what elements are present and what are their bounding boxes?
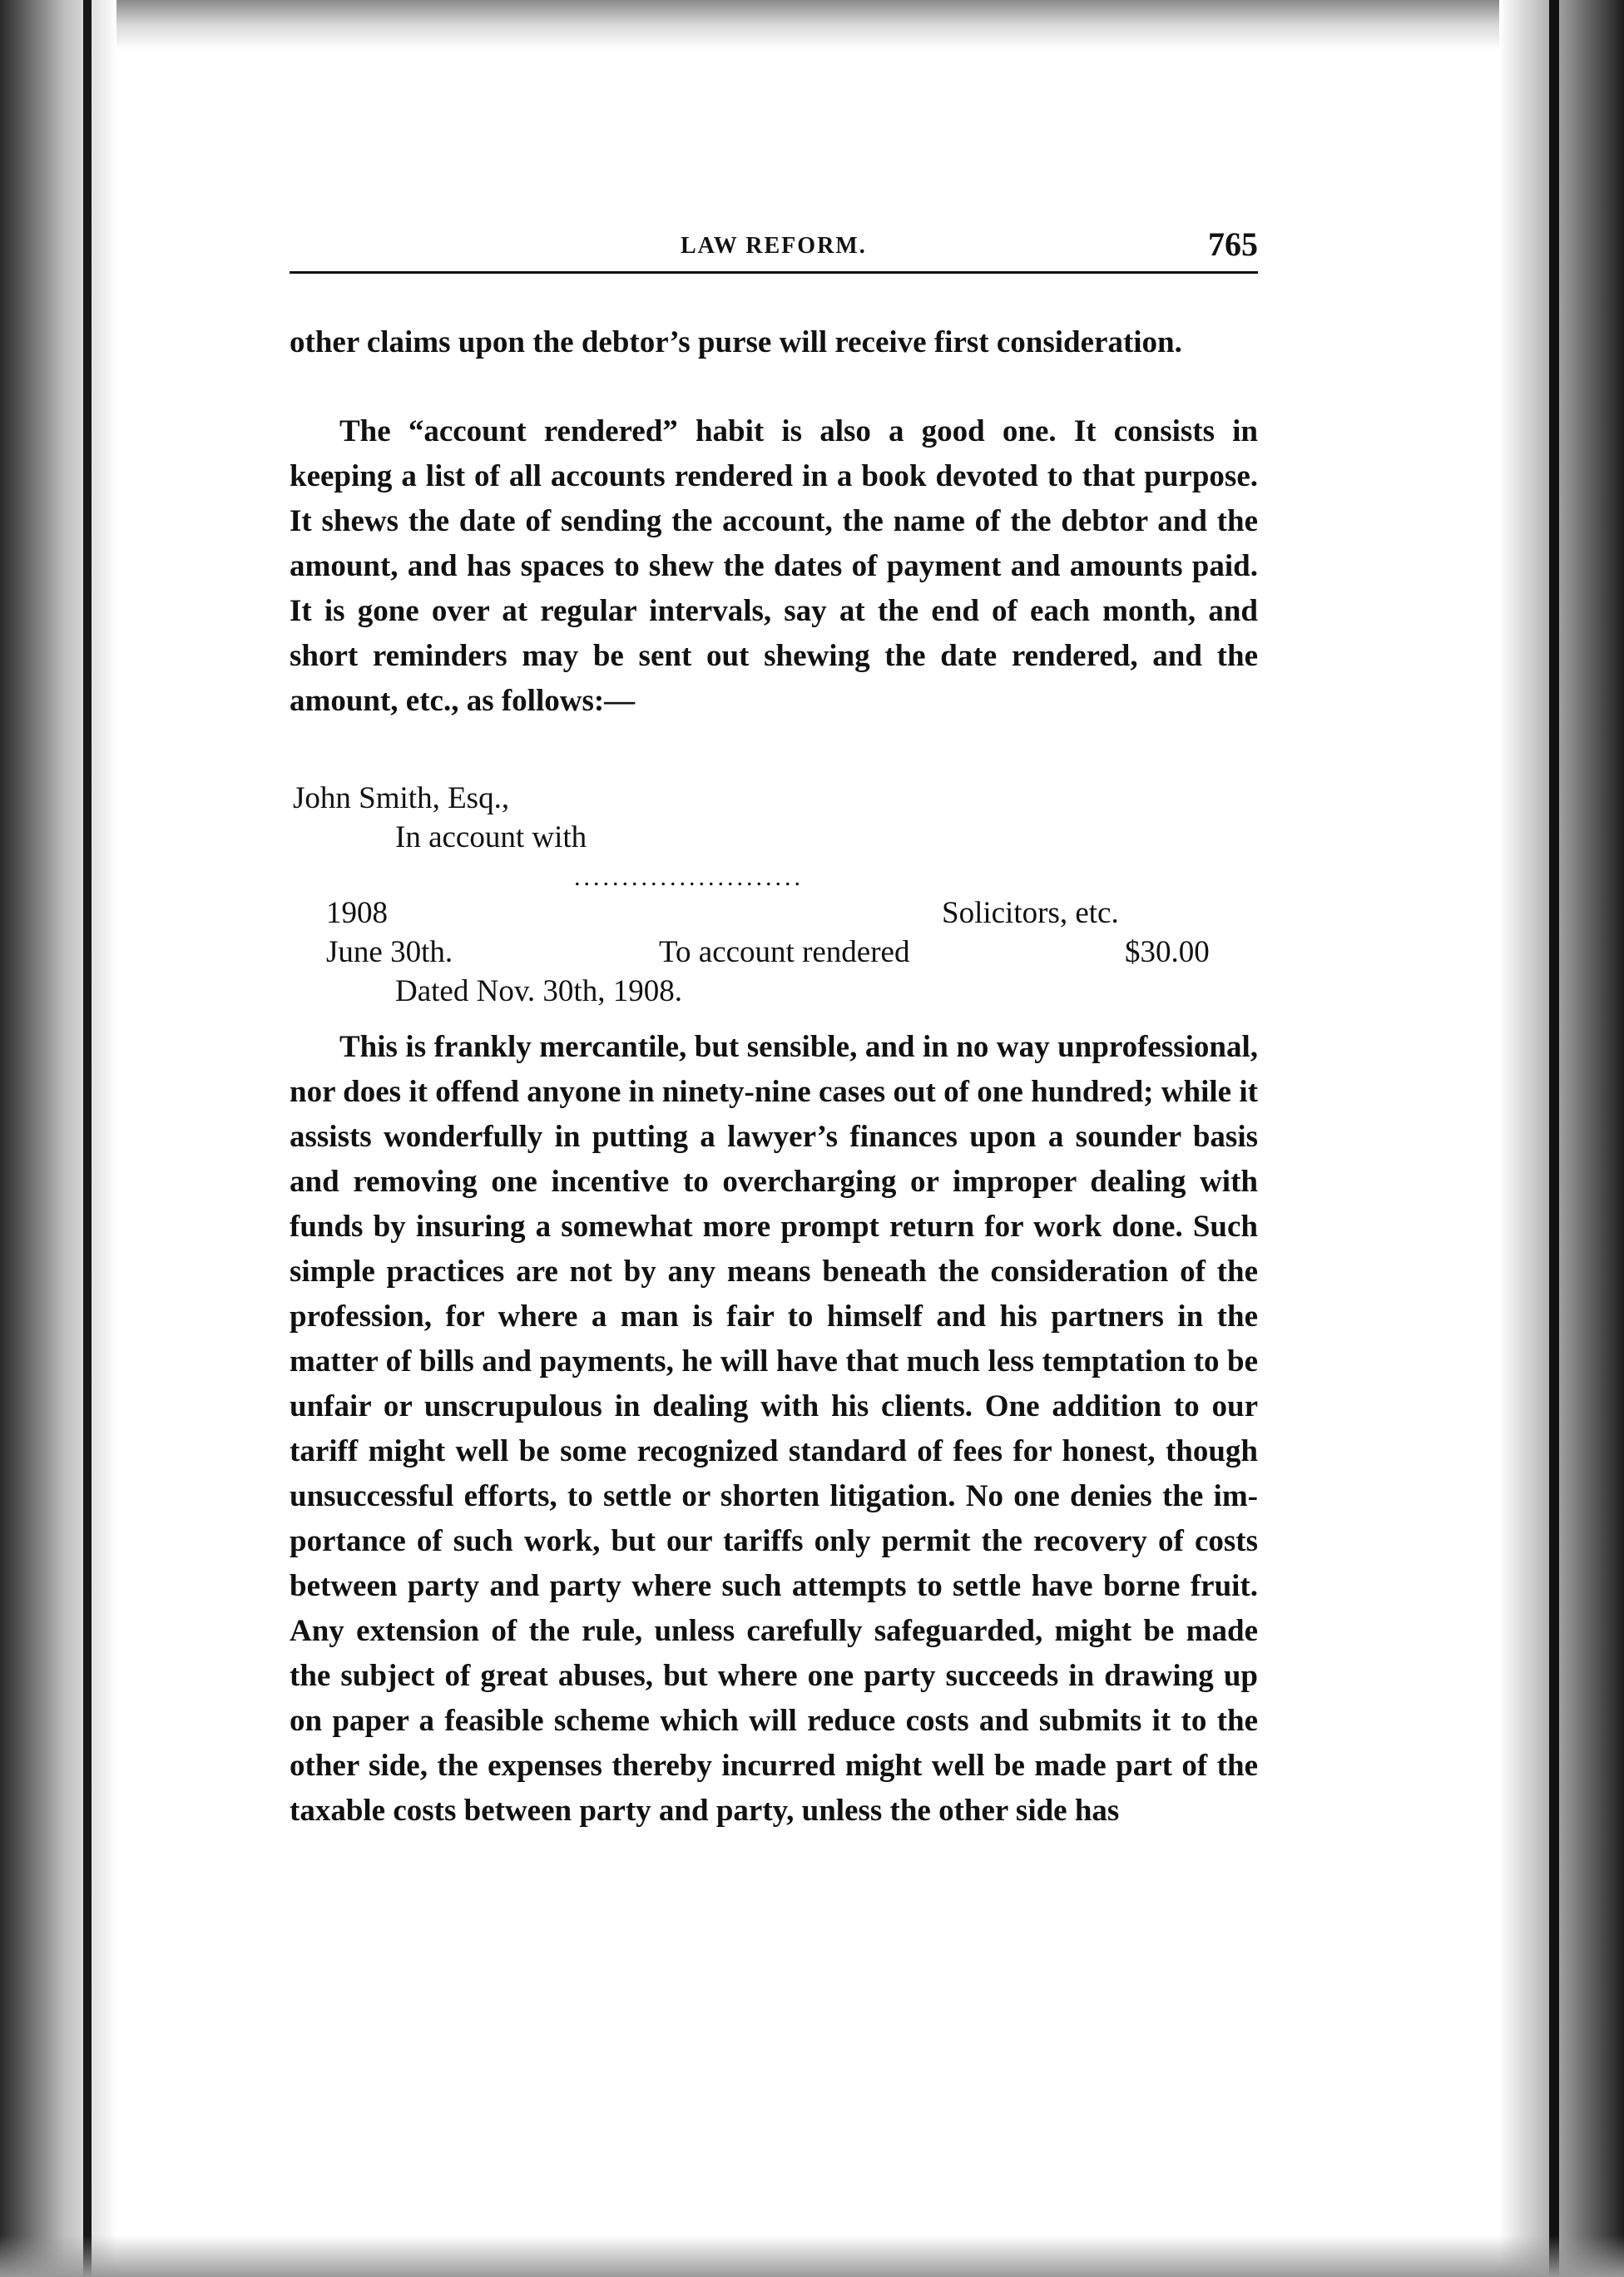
page-header	[290, 223, 1258, 274]
page-number: 765	[1208, 225, 1258, 263]
account-entry-amount: $30.00	[1125, 935, 1210, 969]
account-addressee: John Smith, Esq.,	[293, 781, 510, 815]
scan-bottom-edge	[0, 2235, 1624, 2277]
account-dated-line: Dated Nov. 30th, 1908.	[395, 974, 682, 1008]
account-entry-date: June 30th.	[326, 935, 453, 969]
page-edge-shadow	[1549, 0, 1559, 2277]
scan-right-edge	[1499, 0, 1624, 2277]
binding-shadow	[83, 0, 92, 2277]
running-head: LAW REFORM.	[681, 233, 867, 259]
paragraph-2: The “account rendered” habit is also a good one. It consists in keeping a list of all accounts rendered in a book devoted to that purpose. It shews the date of sending the account, the name of the debtor and the amount, and has spaces to shew the dates of payment and amounts paid. It is gone over at regular intervals, say at the end of each month, and short reminders may be sent out shewing the date rendered, and the amount, etc., as follows:—	[290, 414, 1258, 718]
paragraph-3: This is frankly mercantile, but sensible, and in no way unprofessional, nor does it offend anyone in ninety-nine cases out of one hundred; while it assists wonderfully in putting a lawyer’s finances upon a sounder basis and removing one incentive to overcharging or improper dealing with funds by insuring a somewhat more prompt return for work done. Such simple practices are not by any means beneath the consideration of the profession, for where a man is fair to himself and his partners in the matter of bills and payments, he will have that much less temptation to be unfair or unscrupulous in dealing with his clients. One addition to our tariff might well be some recognized standard of fees for honest, though unsuccessful efforts, to settle or shorten litigation. No one denies the importance of such work, but our tariffs only permit the recovery of costs between party and party where such attempts to settle have borne fruit. Any extension of the rule, unless carefully safeguarded, might be made the subject of great abuses, but where one party succeeds in drawing up on paper a feasible scheme which will reduce costs and submits it to the other side, the expenses thereby incurred might well be made part of the taxable costs between party and party, unless the other side has	[290, 1030, 1258, 1828]
scan-left-edge	[0, 0, 116, 2277]
account-entry-description: To account rendered	[659, 935, 910, 969]
scan-top-edge	[0, 0, 1624, 50]
account-year: 1908	[326, 896, 388, 930]
account-firm: Solicitors, etc.	[942, 896, 1119, 930]
paragraph-1: other claims upon the debtor’s purse will receive first consideration.	[290, 325, 1182, 359]
account-in-account-with: In account with	[395, 820, 587, 854]
account-dotted-line: ........................	[574, 864, 804, 891]
